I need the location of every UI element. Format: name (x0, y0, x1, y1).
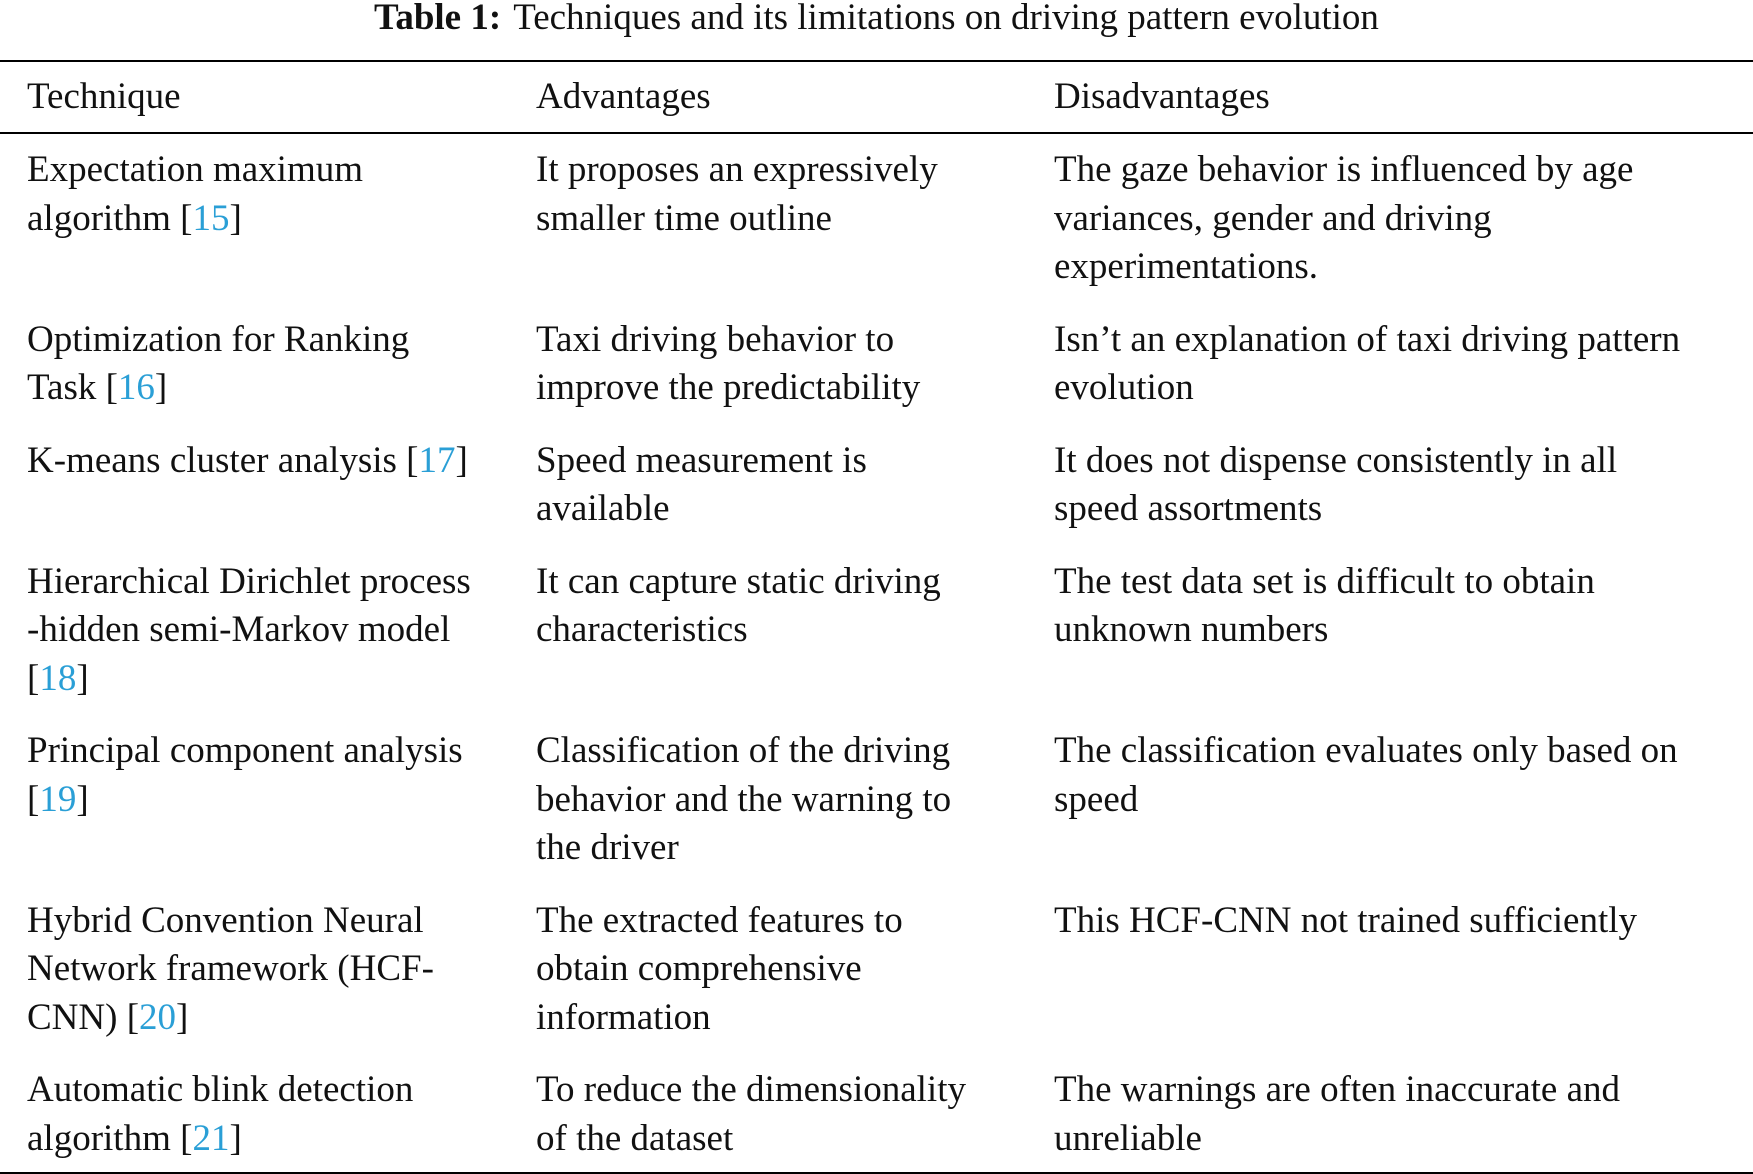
advantages-line: Classification of the driving (536, 730, 951, 771)
technique-line (27, 655, 536, 704)
technique-line (27, 195, 536, 244)
caption-label: Table 1: (374, 0, 502, 38)
citation-open-bracket: [ (126, 996, 140, 1038)
technique-cell (0, 146, 536, 292)
technique-line (27, 316, 536, 365)
disadvantages-line: speed (1054, 778, 1139, 820)
advantages-cell (536, 437, 1054, 534)
citation-close-bracket: ] (229, 197, 242, 239)
disadvantages-cell (1054, 316, 1753, 413)
citation-open-bracket: [ (180, 1117, 193, 1159)
disadvantages-line: experimentations. (1054, 246, 1319, 287)
citation-close-bracket: ] (76, 778, 89, 820)
header-disadvantages: Disadvantages (1054, 75, 1270, 117)
technique-cell (0, 1066, 536, 1163)
citation-close-bracket: ] (229, 1117, 242, 1159)
citation-open-bracket: [ (27, 657, 40, 699)
caption-text: Techniques and its limitations on driving pattern evolution (513, 0, 1379, 38)
disadvantages-cell (1054, 558, 1753, 704)
table-header-row (0, 62, 1753, 132)
table-row (0, 712, 1753, 882)
advantages-line: Speed measurement is (536, 439, 867, 481)
technique-line (27, 1115, 536, 1164)
technique-text: Optimization for Ranking (27, 318, 410, 360)
technique-text: K-means cluster analysis (27, 439, 397, 481)
advantages-cell (536, 727, 1054, 873)
technique-line (27, 437, 536, 486)
advantages-line: obtain comprehensive (536, 948, 862, 989)
disadvantages-line: The gaze behavior is influenced by age (1054, 149, 1634, 190)
advantages-line: behavior and the warning to (536, 778, 952, 820)
disadvantages-line: speed assortments (1054, 488, 1323, 529)
technique-text: Expectation maximum (27, 149, 363, 190)
disadvantages-cell (1054, 727, 1753, 873)
technique-text: Principal component analysis (27, 730, 463, 771)
table-row (0, 422, 1753, 543)
table-row (0, 301, 1753, 422)
citation-open-bracket: [ (406, 439, 419, 481)
technique-text: Automatic blink detection (27, 1069, 414, 1110)
advantages-line: To reduce the dimensionality (536, 1069, 966, 1110)
citation-open-bracket: [ (105, 367, 118, 408)
disadvantages-line: The classification evaluates only based on (1054, 730, 1678, 771)
disadvantages-line: evolution (1054, 367, 1194, 408)
advantages-line: The extracted features to (536, 899, 903, 941)
advantages-line: Taxi driving behavior to (536, 318, 895, 360)
technique-line (27, 606, 536, 655)
technique-text: CNN) (27, 996, 118, 1038)
advantages-cell (536, 316, 1054, 413)
disadvantages-line: The warnings are often inaccurate and (1054, 1069, 1621, 1110)
citation-close-bracket: ] (154, 367, 168, 408)
technique-line (27, 146, 536, 195)
table-row (0, 134, 1753, 301)
advantages-line: information (536, 996, 711, 1038)
header-technique: Technique (27, 75, 181, 117)
technique-cell (0, 437, 536, 534)
citation-close-bracket: ] (455, 439, 468, 481)
advantages-line: It can capture static driving (536, 560, 941, 602)
advantages-line: It proposes an expressively (536, 149, 938, 190)
technique-line (27, 897, 536, 946)
citation-link[interactable]: 16 (117, 367, 155, 408)
citation-open-bracket: [ (27, 778, 40, 820)
disadvantages-line: variances, gender and driving (1054, 197, 1492, 239)
technique-text: Hierarchical Dirichlet process (27, 560, 471, 602)
disadvantages-line: This HCF-CNN not trained sufficiently (1054, 899, 1638, 941)
advantages-cell (536, 1066, 1054, 1163)
technique-cell (0, 727, 536, 873)
technique-line (27, 727, 536, 776)
technique-line (27, 994, 536, 1043)
advantages-line: smaller time outline (536, 197, 832, 239)
disadvantages-line: Isn’t an explanation of taxi driving pattern (1054, 318, 1681, 360)
citation-link[interactable]: 20 (139, 996, 177, 1038)
disadvantages-cell (1054, 1066, 1753, 1163)
table-row (0, 1051, 1753, 1172)
technique-text: -hidden semi-Markov model (27, 609, 451, 650)
technique-line (27, 558, 536, 607)
citation-link[interactable]: 18 (39, 657, 77, 699)
advantages-line: the driver (536, 827, 679, 868)
table-body (0, 134, 1753, 1172)
technique-cell (0, 558, 536, 704)
technique-line (27, 776, 536, 825)
disadvantages-cell (1054, 897, 1753, 1043)
advantages-line: available (536, 488, 670, 529)
technique-text: Network framework (HCF- (27, 948, 434, 989)
citation-open-bracket: [ (180, 197, 193, 239)
technique-line (27, 1066, 536, 1115)
disadvantages-line: unreliable (1054, 1117, 1202, 1159)
advantages-cell (536, 146, 1054, 292)
citation-link[interactable]: 17 (418, 439, 456, 481)
header-advantages: Advantages (536, 75, 711, 117)
table-row (0, 882, 1753, 1052)
technique-line (27, 364, 536, 413)
technique-line (27, 945, 536, 994)
citation-link[interactable]: 21 (192, 1117, 230, 1159)
advantages-line: characteristics (536, 609, 748, 650)
advantages-line: of the dataset (536, 1117, 734, 1159)
advantages-line: improve the predictability (536, 367, 921, 408)
advantages-cell (536, 558, 1054, 704)
disadvantages-line: The test data set is difficult to obtain (1054, 560, 1595, 602)
advantages-cell (536, 897, 1054, 1043)
table-row (0, 543, 1753, 713)
technique-cell (0, 897, 536, 1043)
disadvantages-cell (1054, 146, 1753, 292)
technique-cell (0, 316, 536, 413)
disadvantages-line: unknown numbers (1054, 609, 1329, 650)
citation-link[interactable]: 15 (192, 197, 230, 239)
disadvantages-cell (1054, 437, 1753, 534)
table-caption (0, 0, 1753, 40)
disadvantages-line: It does not dispense consistently in all (1054, 439, 1618, 481)
citation-close-bracket: ] (176, 996, 189, 1038)
citation-link[interactable]: 19 (39, 778, 77, 820)
technique-text: Task (27, 367, 97, 408)
technique-text: Hybrid Convention Neural (27, 899, 424, 941)
citation-close-bracket: ] (76, 657, 89, 699)
technique-text: algorithm (27, 1117, 171, 1159)
techniques-table (0, 60, 1753, 1174)
technique-text: algorithm (27, 197, 171, 239)
